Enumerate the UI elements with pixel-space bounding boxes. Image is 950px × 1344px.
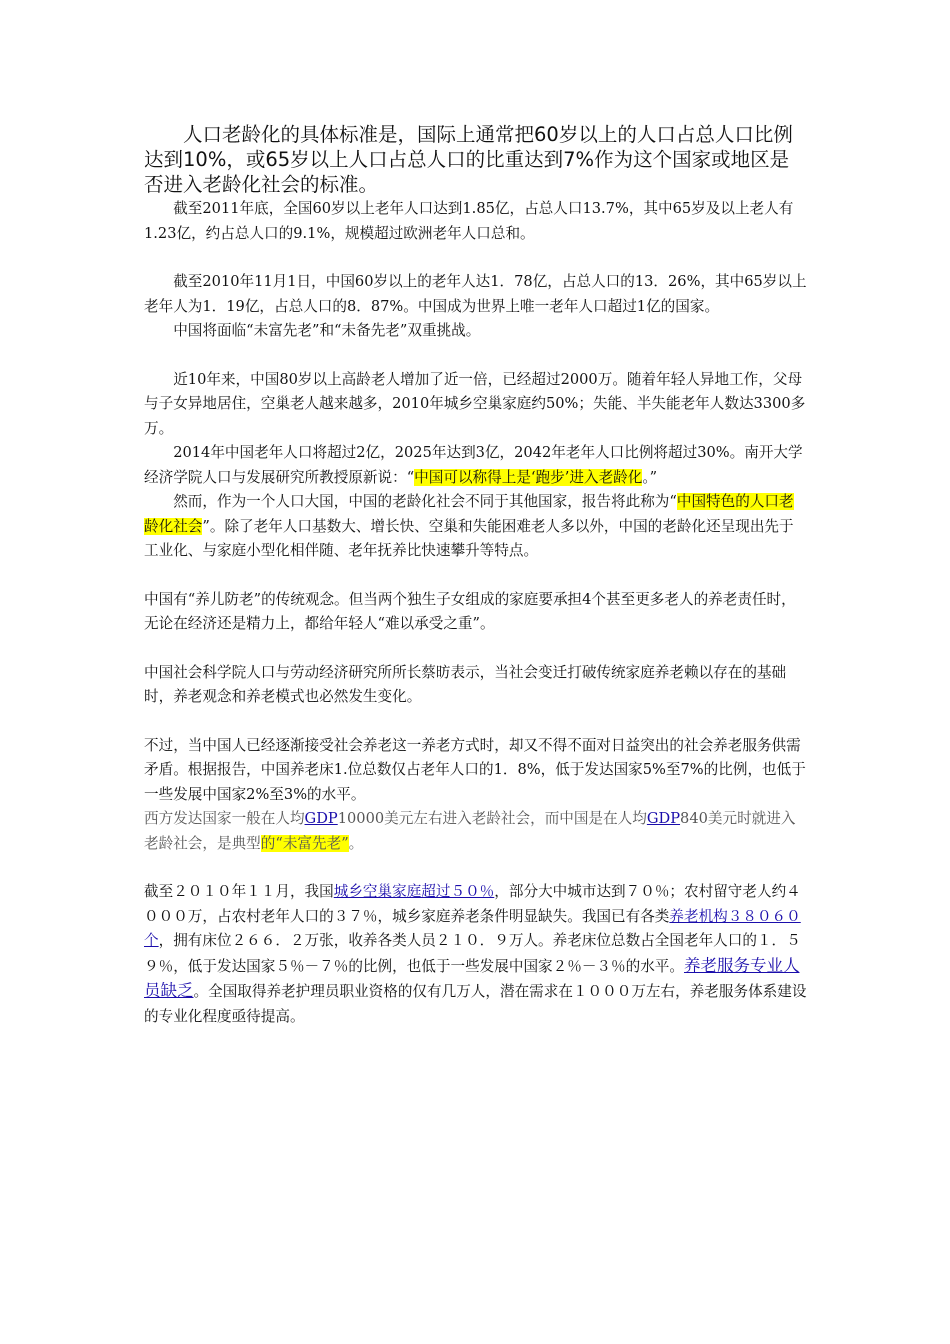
text-segment: 10000美元左右进入老龄社会，而中国是在人均	[337, 810, 647, 827]
empty-nest-link[interactable]: 城乡空巢家庭超过５０％	[333, 883, 495, 900]
forecast-text: 2014年中国老年人口将超过2亿，2025年达到3亿，2042年老年人口比例将超过30%。南开大学经济学院人口与发展研究所教授原新说：	[144, 444, 803, 486]
paragraph-supply-demand: 不过，当中国人已经逐渐接受社会养老这一养老方式时，却又不得不面对日益突出的社会养老服务供需矛盾。根据报告，中国养老床1.位总数仅占老年人口的1．8%，低于发达国家5%至7%的比例，也低于一些发展中国家2%至3%的水平。	[144, 736, 806, 803]
paragraph-chinese-characteristics	[144, 490, 808, 564]
paragraph-gdp-comparison	[144, 807, 808, 856]
care-institutions-link[interactable]: 养老机构３８０６０个	[144, 907, 801, 949]
text-segment: 截至２０１０年１１月，我国	[144, 883, 334, 900]
paragraph-2014-forecast	[144, 441, 808, 490]
highlighted-quote: 中国可以称得上是‘跑步’进入老龄化	[414, 468, 643, 486]
text-segment: 840美元时就进入老龄社会，是典型	[144, 810, 796, 852]
paragraph-elderly-growth: 近10年来，中国80岁以上高龄老人增加了近一倍，已经超过2000万。随着年轻人异地工作，父母与子女异地居住，空巢老人越来越多，2010年城乡空巢家庭约50%；失能、半失能老年人数达3300多万。	[144, 370, 806, 437]
paragraph-2011-stats: 截至2011年底，全国60岁以上老年人口达到1.85亿，占总人口13.7%，其中65岁及以上老人有1.23亿，约占总人口的9.1%，规模超过欧洲老年人口总和。	[144, 200, 794, 242]
paragraph-aging-standard: 人口老龄化的具体标准是，国际上通常把60岁以上的人口占总人口比例达到10%，或65岁以上人口占总人口的比重达到7%作为这个国家或地区是否进入老龄化社会的标准。	[144, 123, 793, 196]
highlighted-term: 的“未富先老”	[260, 834, 349, 852]
staff-shortage-link[interactable]: 养老服务专业人员缺乏	[144, 955, 800, 1000]
text-segment: 然而，作为一个人口大国，中国的老龄化社会不同于其他国家，报告将此称为“	[173, 493, 677, 510]
text-segment: ，部分大中城市达到７０％；农村留守老人约４０００万，占农村老年人口的３７％，城乡家庭养老条件明显缺失。我国已有各类	[144, 883, 801, 925]
paragraph-traditional-concept: 中国有“养儿防老”的传统观念。但当两个独生子女组成的家庭要承担4个甚至更多老人的养老责任时，无论在经济还是精力上，都给年轻人“难以承受之重”。	[144, 590, 796, 632]
blank-line	[144, 710, 808, 734]
text-segment: ，拥有床位２６６．２万张，收养各类人员２１０．９万人。养老床位总数占全国老年人口的１．５９％，低于发达国家５％－７％的比例，也低于一些发展中国家２％－３％的水平。	[144, 932, 801, 975]
paragraph-dual-challenge: 中国将面临“未富先老”和“未备先老”双重挑战。	[173, 322, 481, 339]
close-quote: 。”	[642, 468, 658, 486]
text-segment: 。	[348, 834, 364, 852]
paragraph-2010-elderly-care	[144, 880, 808, 1029]
blank-line	[144, 564, 808, 588]
paragraph-2010-stats: 截至2010年11月1日，中国60岁以上的老年人达1．78亿，占总人口的13．26%，其中65岁以上老年人为1．19亿，占总人口的8．87%。中国成为世界上唯一老年人口超过1亿的国家。	[144, 273, 807, 315]
highlighted-term: 中国特色的人口老龄化社会	[144, 493, 794, 535]
text-segment: ”。除了老年人口基数大、增长快、空巢和失能困难老人多以外，中国的老龄化还呈现出先于工业化、与家庭小型化相伴随、老年抚养比快速攀升等特点。	[144, 517, 794, 559]
blank-line	[144, 637, 808, 661]
gdp-link[interactable]: GDP	[646, 810, 681, 827]
text-segment: 。全国取得养老护理员职业资格的仅有几万人，潜在需求在１０００万左右，养老服务体系建设的专业化程度亟待提高。	[144, 983, 807, 1025]
paragraph-cai-fang-statement: 中国社会科学院人口与劳动经济研究所所长蔡昉表示，当社会变迁打破传统家庭养老赖以存在的基础时，养老观念和养老模式也必然发生变化。	[144, 663, 787, 705]
blank-line	[144, 856, 808, 880]
document-body	[144, 122, 808, 1029]
text-segment: 西方发达国家一般在人均	[144, 810, 305, 827]
open-quote: “	[406, 468, 415, 486]
blank-line	[144, 246, 808, 270]
blank-line	[144, 344, 808, 368]
gdp-link[interactable]: GDP	[304, 810, 338, 827]
